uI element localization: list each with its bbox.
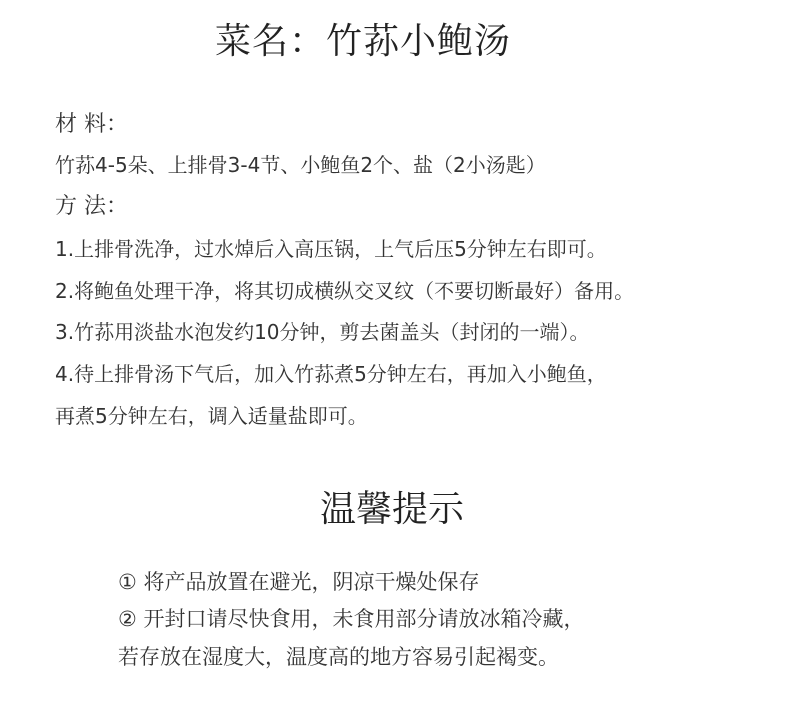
tip-line-3: 若存放在湿度大，温度高的地方容易引起褐变。 <box>118 645 559 669</box>
method-step-4-continued: 再煮5分钟左右，调入适量盐即可。 <box>55 404 368 428</box>
method-step-3: 3.竹荪用淡盐水泡发约10分钟，剪去菌盖头（封闭的一端）。 <box>55 320 590 344</box>
tip-line-1: ① 将产品放置在避光，阴凉干燥处保存 <box>118 570 480 594</box>
recipe-title: 菜名：竹荪小鲍汤 <box>215 21 512 62</box>
ingredients-text: 竹荪4-5朵、上排骨3-4节、小鲍鱼2个、盐（2小汤匙） <box>55 153 546 177</box>
method-step-2: 2.将鲍鱼处理干净，将其切成横纵交叉纹（不要切断最好）备用。 <box>55 279 635 303</box>
tips-title: 温馨提示 <box>320 489 465 530</box>
tip-line-2: ② 开封口请尽快食用，未食用部分请放冰箱冷藏， <box>118 607 585 631</box>
ingredients-label: 材 料： <box>55 112 128 137</box>
method-step-1: 1.上排骨洗净，过水焯后入高压锅，上气后压5分钟左右即可。 <box>55 237 607 261</box>
method-step-4: 4.待上排骨汤下气后，加入竹荪煮5分钟左右，再加入小鲍鱼， <box>55 362 607 386</box>
method-label: 方 法： <box>55 194 128 219</box>
